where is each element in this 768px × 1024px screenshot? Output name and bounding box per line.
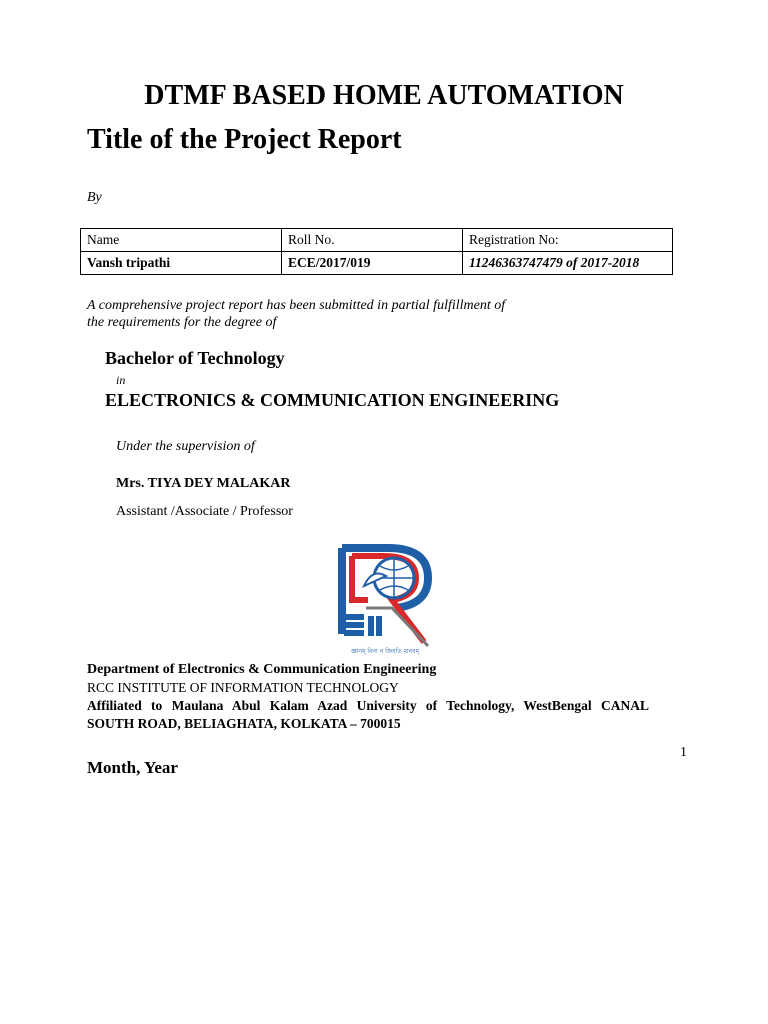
report-subtitle: Title of the Project Report	[87, 124, 402, 155]
student-name: Vansh tripathi	[81, 252, 282, 275]
description	[87, 297, 607, 331]
student-table	[80, 228, 673, 275]
degree: Bachelor of Technology	[105, 348, 285, 368]
date-label: Month, Year	[87, 758, 178, 777]
header-name: Name	[81, 229, 282, 252]
rcc-logo-icon	[336, 542, 434, 658]
table-header-row	[81, 229, 673, 252]
by-label: By	[87, 190, 102, 205]
description-line-2: the requirements for the degree of	[87, 315, 277, 330]
supervisor-designation: Assistant /Associate / Professor	[116, 504, 293, 519]
affiliation-line-2: SOUTH ROAD, BELIAGHATA, KOLKATA – 700015	[87, 716, 401, 731]
header-registration: Registration No:	[463, 229, 673, 252]
supervision-label: Under the supervision of	[116, 439, 255, 454]
institute-name: RCC INSTITUTE OF INFORMATION TECHNOLOGY	[87, 680, 399, 695]
affiliation	[87, 697, 649, 733]
table-row	[81, 252, 673, 275]
affiliation-line-1: Affiliated to Maulana Abul Kalam Azad University of Technology, WestBengal CANAL	[87, 698, 649, 713]
institute-logo	[336, 542, 434, 658]
supervisor-name: Mrs. TIYA DEY MALAKAR	[116, 476, 291, 491]
page-number: 1	[680, 745, 687, 760]
logo-motto: জ্ঞানম্ বিনা ন জিবতি মানবম্	[351, 648, 419, 655]
header-roll: Roll No.	[282, 229, 463, 252]
branch: ELECTRONICS & COMMUNICATION ENGINEERING	[105, 390, 560, 410]
description-line-1: A comprehensive project report has been submitted in partial fulfillment of	[87, 298, 506, 313]
department: Department of Electronics & Communication Engineering	[87, 662, 437, 677]
student-roll: ECE/2017/019	[282, 252, 463, 275]
in-label: in	[116, 373, 126, 387]
report-title: DTMF BASED HOME AUTOMATION	[144, 80, 624, 111]
student-registration: 11246363747479 of 2017-2018	[463, 252, 673, 275]
